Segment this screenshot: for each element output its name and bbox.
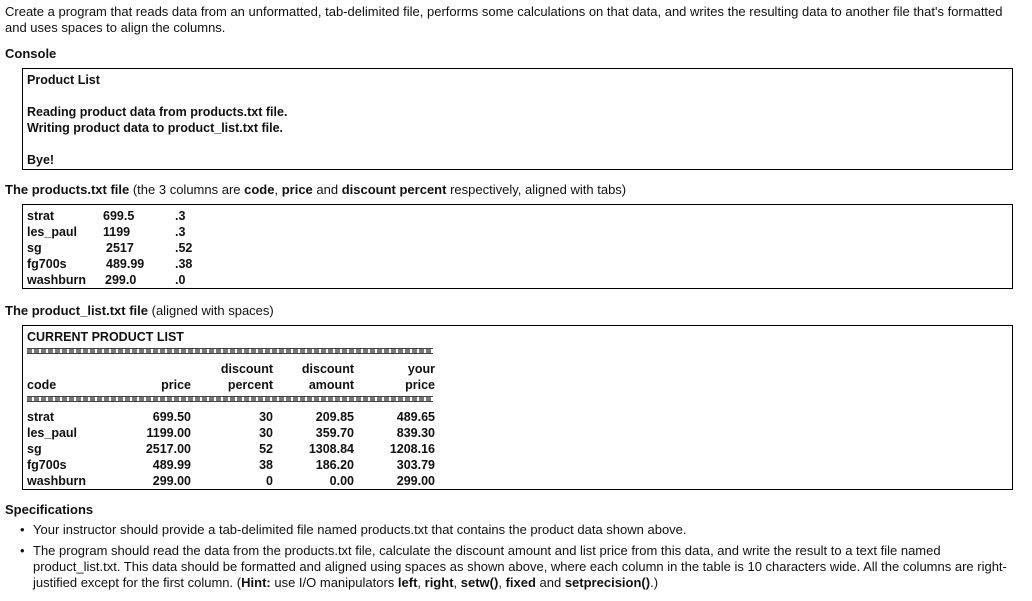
products-code: sg	[27, 241, 42, 255]
products-price: 699.5	[103, 209, 135, 223]
specifications-heading: Specifications	[5, 502, 94, 517]
list-price: 1199.00	[146, 426, 191, 440]
list-price: 489.99	[152, 458, 191, 472]
products-code: washburn	[27, 273, 87, 287]
list-code: fg700s	[27, 458, 67, 472]
list-discount-percent: 30	[259, 410, 273, 424]
list-your-price: 299.00	[396, 474, 435, 488]
header-discount-amount: amount	[308, 378, 354, 392]
header-discount-percent: percent	[227, 378, 273, 392]
spec-item: • Your instructor should provide a tab-delimited file named products.txt that contains the product data shown above.	[20, 522, 687, 537]
console-line-title: Product List	[27, 73, 100, 87]
header-discount-amount-top: discount	[301, 362, 354, 376]
products-discount: .3	[175, 209, 186, 223]
list-discount-amount: 186.20	[315, 458, 354, 472]
console-heading: Console	[5, 46, 57, 61]
products-price: 1199	[103, 225, 131, 239]
products-file-box	[22, 204, 1013, 289]
list-your-price: 489.65	[396, 410, 435, 424]
console-box	[22, 68, 1013, 170]
list-discount-percent: 38	[259, 458, 273, 472]
console-line-reading: Reading product data from products.txt file.	[27, 105, 288, 119]
product-list-file-box	[22, 325, 1013, 490]
list-code: strat	[27, 410, 55, 424]
products-code: les_paul	[27, 225, 78, 239]
products-discount: .0	[175, 273, 186, 287]
header-your-price-top: your	[407, 362, 435, 376]
list-code: les_paul	[27, 426, 78, 440]
list-discount-amount: 209.85	[315, 410, 354, 424]
list-discount-amount: 359.70	[315, 426, 354, 440]
list-discount-percent: 30	[259, 426, 273, 440]
list-discount-amount: 0.00	[329, 474, 354, 488]
products-heading: The products.txt file (the 3 columns are code, price and discount percent respectively, aligned with tabs)	[5, 182, 627, 197]
products-code: fg700s	[27, 257, 67, 271]
header-your-price: price	[405, 378, 435, 392]
header-code: code	[27, 378, 57, 392]
product-list-title: CURRENT PRODUCT LIST	[27, 330, 184, 344]
list-price: 299.00	[152, 474, 191, 488]
list-price: 699.50	[152, 410, 191, 424]
specifications-list	[5, 522, 1027, 596]
bullet-icon: •	[20, 543, 25, 558]
product-list-heading: The product_list.txt file (aligned with spaces)	[5, 303, 274, 318]
products-code: strat	[27, 209, 55, 223]
products-price: 489.99	[106, 257, 145, 271]
separator-rule	[27, 396, 433, 402]
list-discount-percent: 52	[259, 442, 273, 456]
products-price: 299.0	[105, 273, 137, 287]
list-discount-percent: 0	[266, 474, 273, 488]
console-line-writing: Writing product data to product_list.txt file.	[27, 121, 284, 135]
products-discount: .38	[175, 257, 193, 271]
list-price: 2517.00	[145, 442, 191, 456]
products-price: 2517	[106, 241, 134, 255]
intro-paragraph: Create a program that reads data from an unformatted, tab-delimited file, performs some calculations on that data, and writes the resulting data to another file that's formatted and uses spaces to align the columns.	[5, 4, 1003, 35]
list-code: sg	[27, 442, 42, 456]
hint: (Hint: use I/O manipulators left, right, setw(), fixed and setprecision().)	[236, 575, 659, 590]
header-discount-percent-top: discount	[220, 362, 273, 376]
list-discount-amount: 1308.84	[308, 442, 354, 456]
console-line-bye: Bye!	[27, 153, 55, 167]
bullet-icon: •	[20, 522, 25, 537]
products-discount: .3	[175, 225, 186, 239]
separator-rule	[27, 348, 433, 354]
list-your-price: 1208.16	[389, 442, 435, 456]
list-code: washburn	[27, 474, 87, 488]
products-discount: .52	[175, 241, 193, 255]
spec-item: • The program should read the data from the products.txt file, calculate the discount amount and list price from this data, and write the result to a text file named product_list.txt. This data should be formatted and aligned using spaces as shown above, where each column in the table is 10 characters wide. All the columns are right-justified except for the first column. (Hint: use I/O manipulators left, right, setw(), fixed and setprecision().)	[20, 543, 1007, 590]
header-price: price	[161, 378, 191, 392]
list-your-price: 303.79	[396, 458, 435, 472]
list-your-price: 839.30	[396, 426, 435, 440]
